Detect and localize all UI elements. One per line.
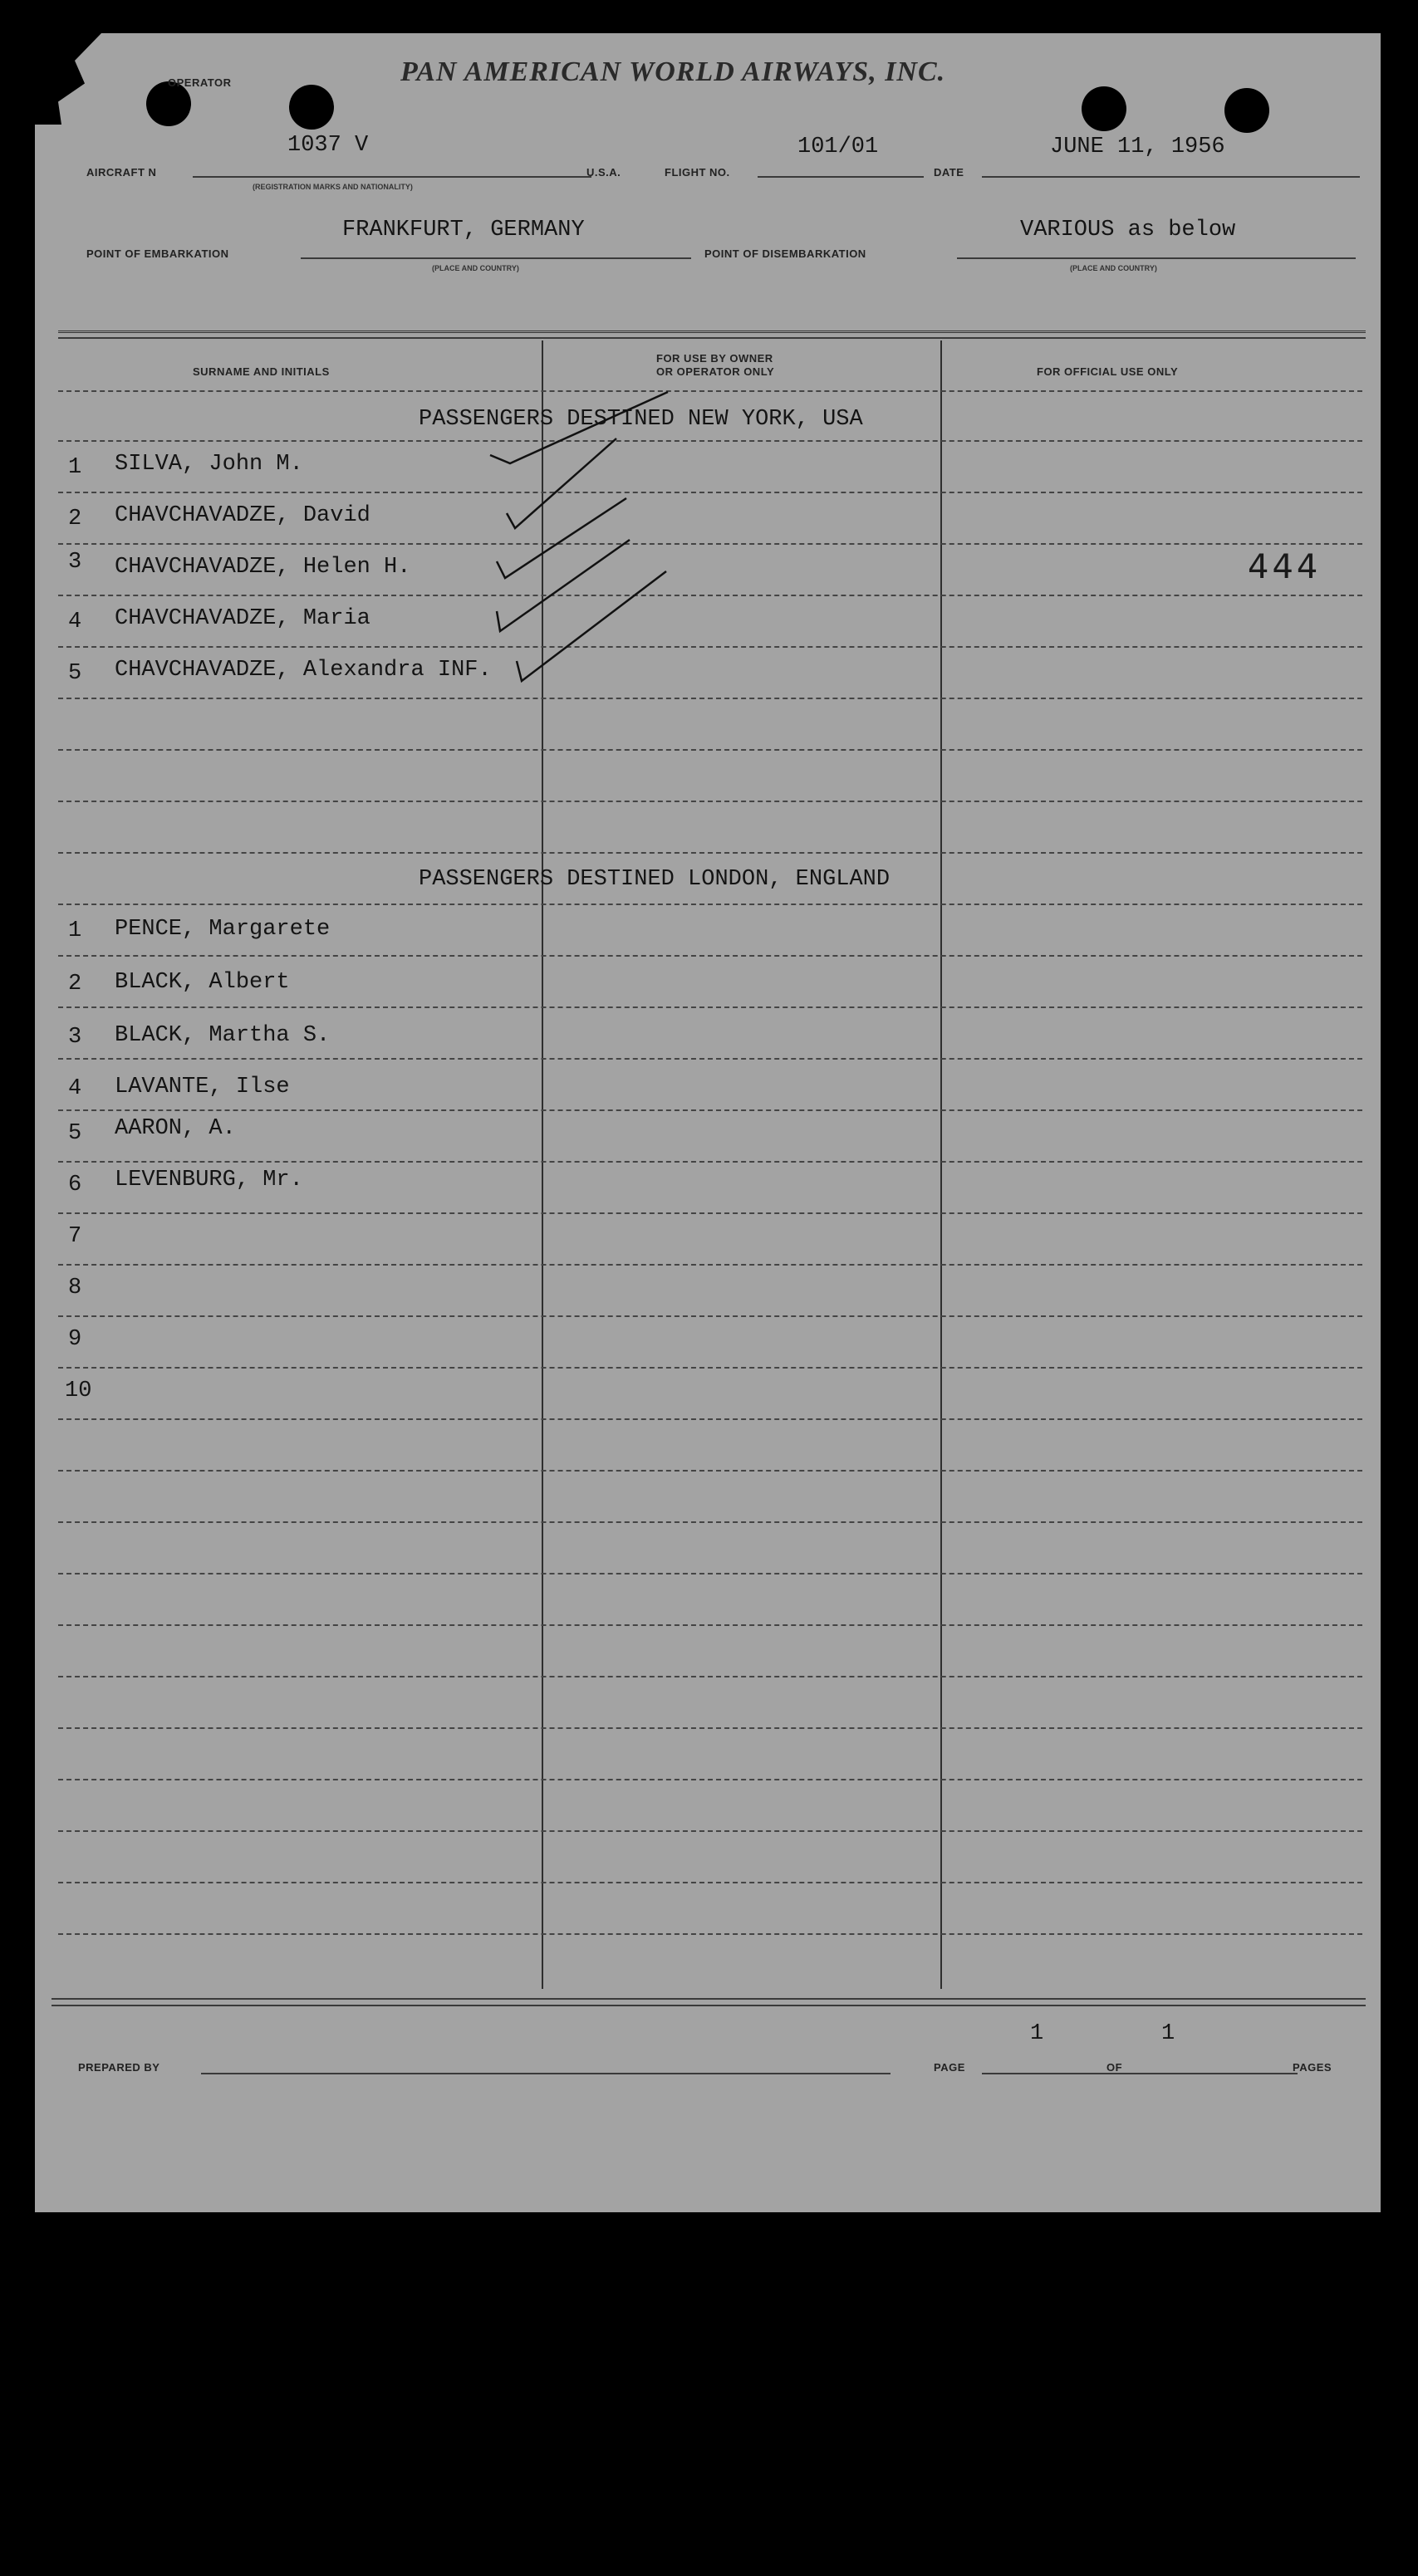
- ruled-line: [58, 1933, 1362, 1935]
- row-number: 4: [68, 1076, 82, 1101]
- manifest-sheet: [35, 33, 1381, 2212]
- check-mark: [497, 540, 630, 631]
- disembarkation-label: POINT OF DISEMBARKATION: [704, 247, 866, 260]
- column-header-surname: SURNAME AND INITIALS: [193, 365, 330, 378]
- row-number: 1: [68, 918, 82, 943]
- ruled-line: [58, 1882, 1362, 1883]
- ruled-line: [58, 904, 1362, 905]
- passenger-name: PENCE, Margarete: [115, 917, 331, 942]
- ruled-line: [58, 801, 1362, 802]
- row-number: 9: [68, 1327, 82, 1352]
- official-note: 444: [1248, 548, 1322, 586]
- date-label: DATE: [934, 166, 964, 179]
- row-number: 2: [68, 507, 82, 531]
- prepared-by-label: PREPARED BY: [78, 2061, 160, 2074]
- page-label: PAGE: [934, 2061, 965, 2074]
- ruled-line: [58, 1058, 1362, 1060]
- ruled-line: [58, 1779, 1362, 1780]
- row-number: 2: [68, 972, 82, 997]
- row-number: 5: [68, 1121, 82, 1146]
- row-number: 1: [68, 455, 82, 480]
- ruled-line: [58, 1676, 1362, 1677]
- ruled-line: [58, 1212, 1362, 1214]
- row-number: 4: [68, 610, 82, 634]
- check-mark: [517, 571, 666, 681]
- check-mark: [490, 392, 668, 463]
- ruled-line: [58, 1830, 1362, 1832]
- operator-label: OPERATOR: [168, 76, 232, 89]
- column-header-official-use: FOR OFFICIAL USE ONLY: [1037, 365, 1179, 378]
- ruled-line: [58, 852, 1362, 854]
- ruled-line: [58, 1315, 1362, 1317]
- passenger-name: BLACK, Martha S.: [115, 1023, 331, 1048]
- column-header-owner-use-2: OR OPERATOR ONLY: [656, 365, 775, 378]
- total-pages-value: 1: [1161, 2021, 1175, 2046]
- ruled-line: [58, 1367, 1362, 1369]
- check-marks: [35, 33, 1381, 781]
- passenger-name: SILVA, John M.: [115, 452, 303, 477]
- passenger-name: CHAVCHAVADZE, Alexandra INF.: [115, 658, 492, 683]
- column-header-owner-use-1: FOR USE BY OWNER: [656, 352, 773, 365]
- check-mark: [497, 498, 626, 578]
- ruled-line: [58, 1624, 1362, 1626]
- bottom-rule-2: [52, 2005, 1366, 2006]
- passenger-name: CHAVCHAVADZE, Maria: [115, 606, 370, 631]
- row-number: 5: [68, 661, 82, 686]
- page-value: 1: [1030, 2021, 1044, 2046]
- row-number: 10: [65, 1379, 92, 1403]
- total-underline: [1140, 2073, 1298, 2074]
- flight-label: FLIGHT NO.: [665, 166, 730, 179]
- prepared-by-underline: [201, 2073, 891, 2074]
- of-label: OF: [1106, 2061, 1123, 2074]
- ruled-line: [58, 1264, 1362, 1266]
- date-value: JUNE 11, 1956: [1050, 135, 1225, 159]
- bottom-rule: [52, 1998, 1366, 2000]
- row-number: 3: [68, 550, 82, 575]
- ruled-line: [58, 1418, 1362, 1420]
- passenger-name: LAVANTE, Ilse: [115, 1075, 290, 1099]
- airline-title: PAN AMERICAN WORLD AIRWAYS, INC.: [400, 56, 946, 87]
- ruled-line: [58, 1727, 1362, 1729]
- flight-value: 101/01: [797, 135, 879, 159]
- passenger-name: CHAVCHAVADZE, David: [115, 503, 370, 528]
- ruled-line: [58, 1521, 1362, 1523]
- ruled-line: [58, 1573, 1362, 1574]
- aircraft-label: AIRCRAFT N: [86, 166, 157, 179]
- row-number: 6: [68, 1173, 82, 1197]
- ruled-line: [58, 1161, 1362, 1163]
- ruled-line: [58, 1109, 1362, 1111]
- row-number: 8: [68, 1276, 82, 1300]
- ruled-line: [58, 1006, 1362, 1008]
- passenger-name: BLACK, Albert: [115, 970, 290, 995]
- ruled-line: [58, 955, 1362, 957]
- section-heading-london: PASSENGERS DESTINED LONDON, ENGLAND: [419, 867, 891, 892]
- embarkation-label: POINT OF EMBARKATION: [86, 247, 229, 260]
- embarkation-caption: (PLACE AND COUNTRY): [432, 264, 519, 272]
- row-number: 7: [68, 1224, 82, 1249]
- disembarkation-value: VARIOUS as below: [1020, 218, 1236, 242]
- ruled-line: [58, 1470, 1362, 1472]
- passenger-name: CHAVCHAVADZE, Helen H.: [115, 555, 411, 580]
- pages-label: PAGES: [1293, 2061, 1332, 2074]
- section-heading-new-york: PASSENGERS DESTINED NEW YORK, USA: [419, 407, 863, 432]
- passenger-name: LEVENBURG, Mr.: [115, 1168, 303, 1193]
- disembarkation-caption: (PLACE AND COUNTRY): [1070, 264, 1157, 272]
- row-number: 3: [68, 1025, 82, 1050]
- registration-caption: (REGISTRATION MARKS AND NATIONALITY): [253, 183, 413, 191]
- aircraft-value: 1037 V: [287, 133, 369, 158]
- passenger-name: AARON, A.: [115, 1116, 236, 1141]
- nationality: U.S.A.: [586, 166, 621, 179]
- embarkation-value: FRANKFURT, GERMANY: [342, 218, 585, 242]
